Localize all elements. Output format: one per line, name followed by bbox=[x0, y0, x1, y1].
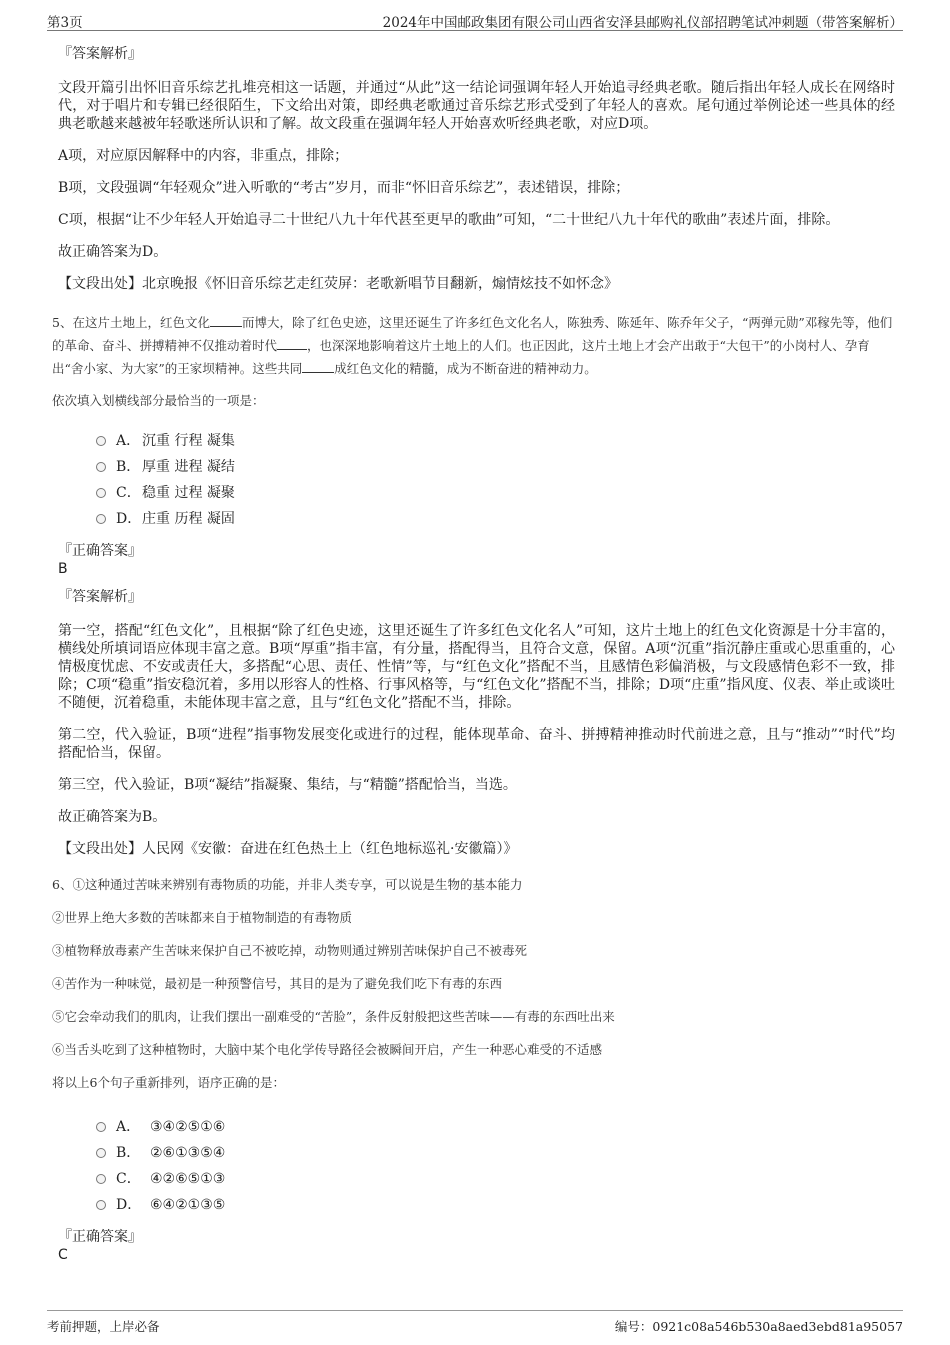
option-letter: B． bbox=[116, 459, 141, 475]
option-a[interactable] bbox=[96, 428, 895, 454]
option-text: 稳重 过程 凝聚 bbox=[142, 485, 235, 501]
option-letter: B． bbox=[116, 1145, 141, 1161]
radio-icon[interactable] bbox=[96, 488, 106, 498]
stem-text: 而博大，除了红色史迹，这里还诞生了许多红色文化名人，陈独秀、陈延年、陈乔年父子，“两弹元勋”邓稼先等，他们的革命、奋斗、拼搏精神不仅推动着时代 bbox=[52, 315, 893, 353]
analysis-label: 『答案解析』 bbox=[58, 46, 142, 62]
correct-answer-label: 『正确答案』 bbox=[58, 1229, 142, 1245]
fill-blank-1 bbox=[210, 314, 242, 327]
option-letter: D． bbox=[116, 1197, 142, 1213]
document-title: 2024年中国邮政集团有限公司山西省安泽县邮购礼仪部招聘笔试冲刺题（带答案解析） bbox=[382, 15, 903, 31]
option-letter: D． bbox=[116, 511, 142, 527]
correct-answer: B bbox=[58, 561, 68, 577]
analysis-label: 『答案解析』 bbox=[58, 589, 142, 605]
question-6-sentence: ③植物释放毒素产生苦味来保护自己不被吃掉，动物则通过辨别苦味保护自己不被毒死 bbox=[52, 943, 528, 958]
option-a[interactable] bbox=[96, 1114, 895, 1140]
analysis-conclusion: 故正确答案为B。 bbox=[58, 809, 167, 825]
option-text: 庄重 历程 凝固 bbox=[142, 511, 235, 527]
question-6-sentence: ⑤它会牵动我们的肌肉，让我们摆出一副难受的“苦脸”，条件反射般把这些苦味——有毒的东西吐出来 bbox=[52, 1009, 615, 1024]
question-5-options bbox=[96, 428, 895, 532]
correct-answer-label: 『正确答案』 bbox=[58, 543, 142, 559]
radio-icon[interactable] bbox=[96, 462, 106, 472]
question-6-sentence: ②世界上绝大多数的苦味都来自于植物制造的有毒物质 bbox=[52, 910, 353, 925]
main-content bbox=[52, 45, 895, 1274]
analysis-conclusion: 故正确答案为D。 bbox=[58, 244, 168, 260]
page-footer bbox=[47, 1310, 903, 1341]
page-header bbox=[47, 8, 903, 31]
option-c[interactable] bbox=[96, 1166, 895, 1192]
footer-slogan: 考前押题，上岸必备 bbox=[47, 1319, 160, 1334]
option-letter: A． bbox=[116, 433, 141, 449]
option-text: 沉重 行程 凝集 bbox=[142, 433, 235, 449]
option-b[interactable] bbox=[96, 1140, 895, 1166]
analysis-paragraph: 第二空，代入验证，B项“进程”指事物发展变化或进行的过程，能体现革命、奋斗、拼搏精神推动时代前进之意，且与“推动”“时代”均搭配恰当，保留。 bbox=[58, 727, 895, 761]
analysis-paragraph: A项，对应原因解释中的内容，非重点，排除； bbox=[58, 148, 349, 164]
radio-icon[interactable] bbox=[96, 1122, 106, 1132]
question-5-stem bbox=[52, 311, 895, 380]
radio-icon[interactable] bbox=[96, 514, 106, 524]
option-letter: C． bbox=[116, 485, 141, 501]
stem-text: 5、在这片土地上，红色文化 bbox=[52, 315, 210, 330]
option-c[interactable] bbox=[96, 480, 895, 506]
question-6-sentence: ⑥当舌头吃到了这种植物时，大脑中某个电化学传导路径会被瞬间开启，产生一种恶心难受的不适感 bbox=[52, 1042, 603, 1057]
option-letter: A． bbox=[116, 1119, 141, 1135]
option-text: ④②⑥⑤①③ bbox=[150, 1171, 226, 1187]
question-6-sentence: 6、①这种通过苦味来辨别有毒物质的功能，并非人类专享，可以说是生物的基本能力 bbox=[52, 877, 523, 892]
option-d[interactable] bbox=[96, 1192, 895, 1218]
question-6-options bbox=[96, 1114, 895, 1218]
option-text: ③④②⑤①⑥ bbox=[150, 1119, 226, 1135]
analysis-paragraph: 文段开篇引出怀旧音乐综艺扎堆亮相这一话题，并通过“从此”这一结论词强调年轻人开始追寻经典老歌。随后指出年轻人成长在网络时代，对于唱片和专辑已经很陌生，下文给出对策，即经典老歌通过音乐综艺形式受到了年轻人的喜欢。尾句通过举例论述一些具体的经典老歌越来越被年轻歌迷所认识和了解。故文段重在强调年轻人开始喜欢听经典老歌，对应D项。 bbox=[58, 80, 895, 132]
option-d[interactable] bbox=[96, 506, 895, 532]
option-text: ②⑥①③⑤④ bbox=[150, 1145, 226, 1161]
fill-blank-3 bbox=[302, 360, 334, 373]
source-citation: 【文段出处】北京晚报《怀旧音乐综艺走红荧屏：老歌新唱节目翻新，煽情炫技不如怀念》 bbox=[58, 276, 618, 292]
option-text: 厚重 进程 凝结 bbox=[142, 459, 235, 475]
radio-icon[interactable] bbox=[96, 1200, 106, 1210]
fill-blank-2 bbox=[277, 337, 307, 350]
source-citation: 【文段出处】人民网《安徽：奋进在红色热土上（红色地标巡礼·安徽篇）》 bbox=[58, 841, 518, 857]
question-5-prompt: 依次填入划横线部分最恰当的一项是： bbox=[52, 393, 265, 408]
radio-icon[interactable] bbox=[96, 1148, 106, 1158]
question-6-prompt: 将以上6个句子重新排列，语序正确的是： bbox=[52, 1075, 285, 1090]
document-id: 编号：0921c08a546b530a8aed3ebd81a95057 bbox=[614, 1319, 903, 1334]
radio-icon[interactable] bbox=[96, 436, 106, 446]
option-b[interactable] bbox=[96, 454, 895, 480]
page-number: 第3页 bbox=[47, 15, 83, 31]
option-letter: C． bbox=[116, 1171, 141, 1187]
stem-text: 成红色文化的精髓，成为不断奋进的精神动力。 bbox=[334, 361, 597, 376]
analysis-paragraph: C项，根据“让不少年轻人开始追寻二十世纪八九十年代甚至更早的歌曲”可知，“二十世纪八九十年代的歌曲”表述片面，排除。 bbox=[58, 212, 840, 228]
stem-text: ，也深深地影响着这片土地上的人们。也正因此，这片土地上才会产出敢于“大包干”的小岗村人、孕育出“舍小家、为大家”的王家坝精神。这些共同 bbox=[52, 338, 870, 376]
radio-icon[interactable] bbox=[96, 1174, 106, 1184]
question-6-sentence: ④苦作为一种味觉，最初是一种预警信号，其目的是为了避免我们吃下有毒的东西 bbox=[52, 976, 503, 991]
option-text: ⑥④②①③⑤ bbox=[150, 1197, 226, 1213]
analysis-paragraph: 第一空，搭配“红色文化”，且根据“除了红色史迹，这里还诞生了许多红色文化名人”可知，这片土地上的红色文化资源是十分丰富的，横线处所填词语应体现丰富之意。B项“厚重”指丰富，有分量，搭配得当，且符合文意，保留。A项“沉重”指沉静庄重或心思重重的，心情极度忧虑、不安或责任大，多搭配“心思、责任、性情”等，与“红色文化”搭配不当，且感情色彩偏消极，与文段感情色彩不一致，排除；C项“稳重”指安稳沉着，多用以形容人的性格、行事风格等，与“红色文化”搭配不当，排除；D项“庄重”指风度、仪表、举止或谈吐不随便，沉着稳重，未能体现丰富之意，且与“红色文化”搭配不当，排除。 bbox=[58, 623, 895, 711]
analysis-paragraph: 第三空，代入验证，B项“凝结”指凝聚、集结，与“精髓”搭配恰当，当选。 bbox=[58, 777, 517, 793]
analysis-paragraph: B项，文段强调“年轻观众”进入听歌的“考古”岁月，而非“怀旧音乐综艺”，表述错误，排除； bbox=[58, 180, 630, 196]
correct-answer: C bbox=[58, 1247, 68, 1263]
